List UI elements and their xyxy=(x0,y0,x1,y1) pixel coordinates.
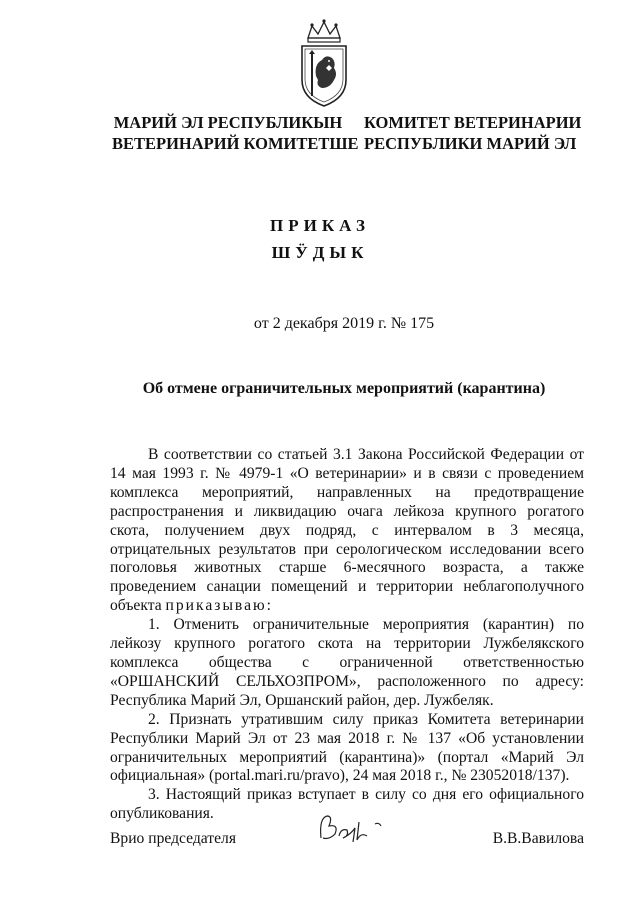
order-word: приказываю: xyxy=(165,597,273,615)
intro-text: В соответствии со статьей 3.1 Закона Российской Федерации от 14 мая 1993 г. № 4979-1 «О ветеринарии» и в связи с проведением комплекса мероприятий, направленных на предотвращение распространения и ликвидацию очага лейкоза крупного рогатого скота, получением двух подряд, с интервалом в 3 месяца, отрицательных результатов при серологическом исследовании всего поголовья животных старше 6-месячного возраста, а также проведением санации помещений и территории неблагополучного объекта xyxy=(110,446,584,615)
header-left-line1: МАРИЙ ЭЛ РЕСПУБЛИКЫН xyxy=(113,113,343,132)
coat-of-arms-icon xyxy=(296,18,352,110)
document-body xyxy=(110,446,584,824)
date-line: от 2 декабря 2019 г. № 175 xyxy=(253,315,435,332)
subject-heading: Об отмене ограничительных мероприятий (карантина) xyxy=(142,380,546,397)
document-title-mari: ШӰДЫК xyxy=(271,243,369,262)
header-right xyxy=(364,112,604,154)
document-title: ПРИКАЗ xyxy=(270,216,370,235)
intro-paragraph xyxy=(110,446,584,616)
header-left-line2: ВЕТЕРИНАРИЙ КОМИТЕТШЕ xyxy=(112,134,359,153)
item-3: 3. Настоящий приказ вступает в силу со дня его официального опубликования. xyxy=(110,786,584,823)
item-2: 2. Признать утратившим силу приказ Комитета ветеринарии Республики Марий Эл от 23 мая 2018 г. № 137 «Об установлении ограничительных мероприятий (карантина)» (портал «Марий Эл официальная» (portal.mari.ru/pravo), 24 мая 2018 г., № 23052018/137). xyxy=(110,710,584,785)
header-left xyxy=(112,112,359,154)
header-right-line2: РЕСПУБЛИКИ МАРИЙ ЭЛ xyxy=(364,134,577,153)
signer-position: Врио председателя xyxy=(110,830,236,847)
header-right-line1: КОМИТЕТ ВЕТЕРИНАРИИ xyxy=(364,113,582,132)
handwritten-signature xyxy=(315,808,395,848)
item-1: 1. Отменить ограничительные мероприятия (карантин) по лейкозу крупного рогатого скота на территории Лужбелякского комплекса общества с ограниченной ответственностью «ОРШАНСКИЙ СЕЛЬХОЗПРОМ», расположенного по адресу: Республика Марий Эл, Оршанский район, дер. Лужбеляк. xyxy=(110,616,584,709)
signer-name: В.В.Вавилова xyxy=(492,830,584,847)
